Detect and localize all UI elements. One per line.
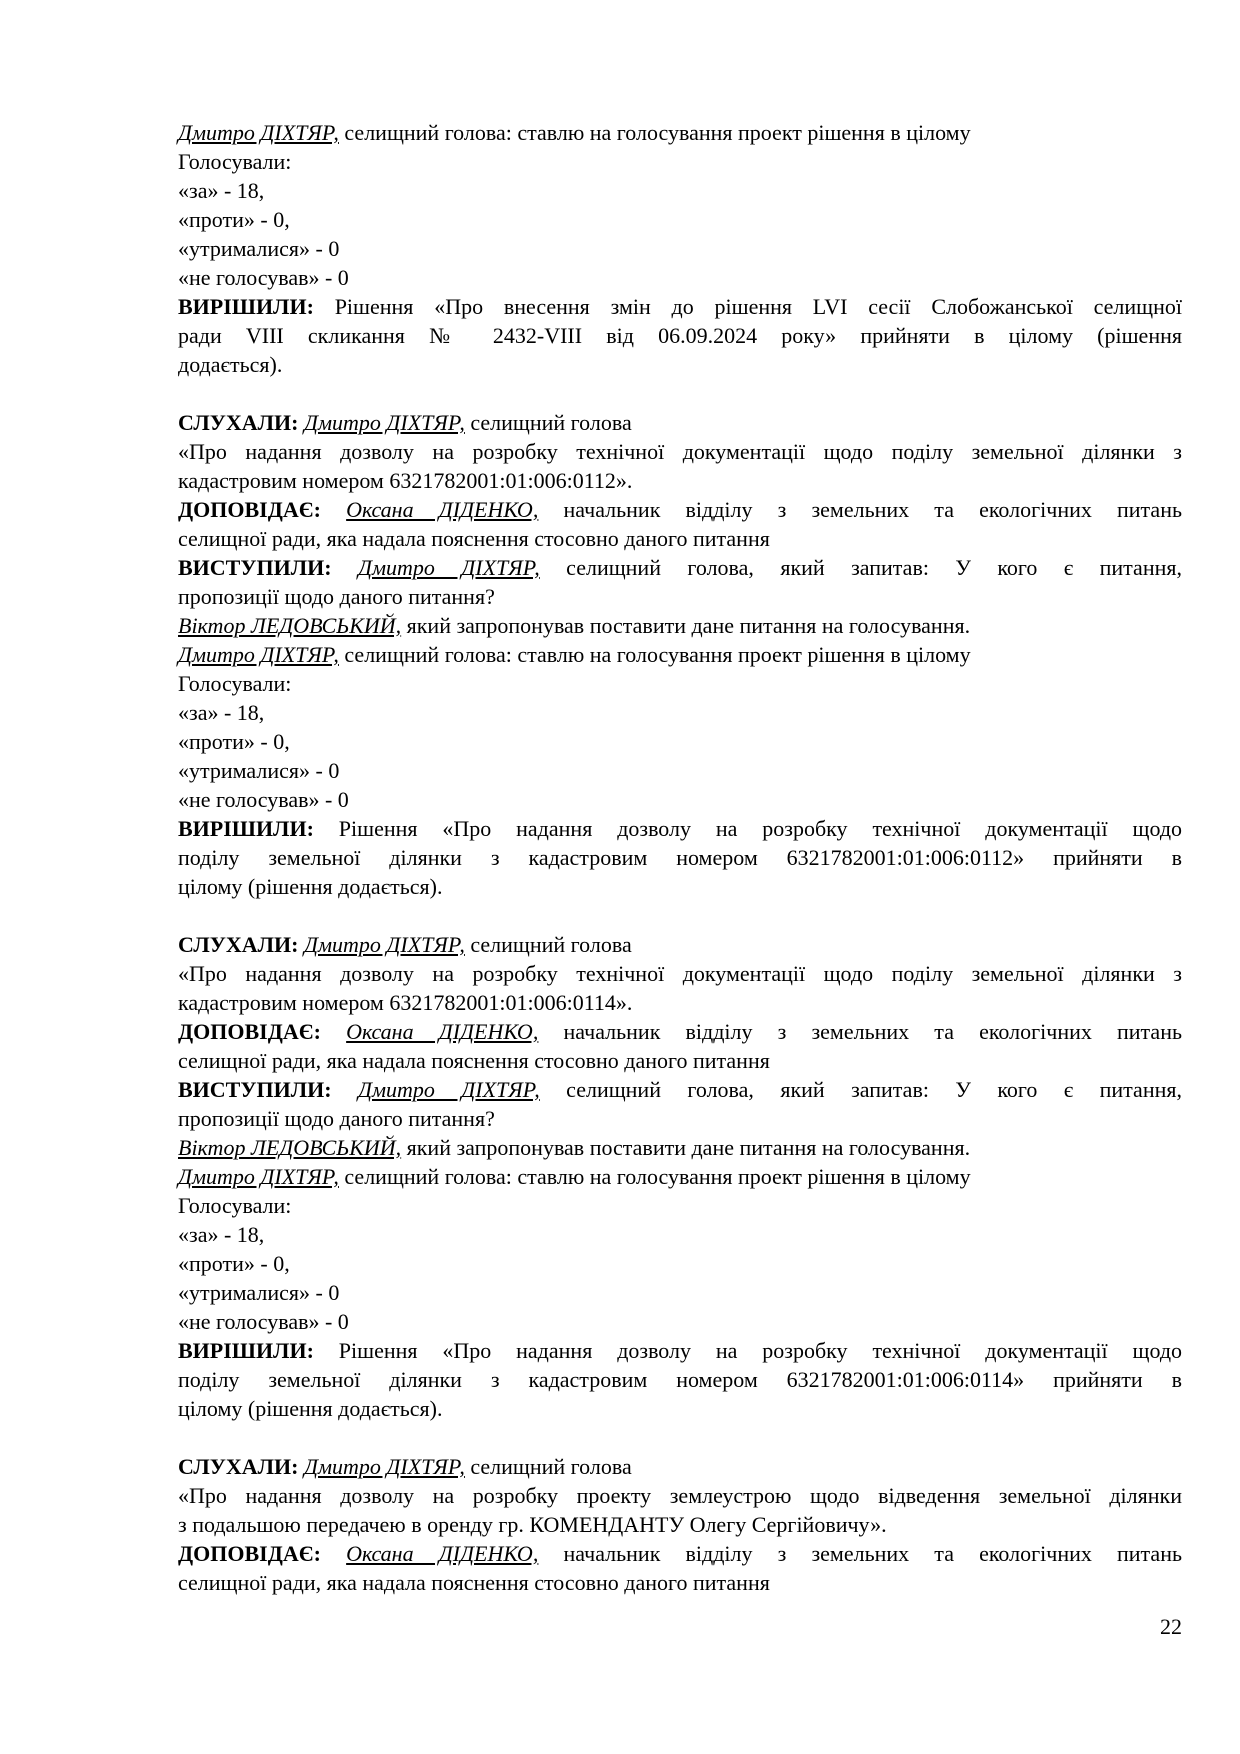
vote-abstained: «утрималися» - 0	[178, 236, 340, 261]
decision-text: Рішення «Про надання дозволу на розробку технічної документації щодо	[338, 816, 1183, 841]
head-title: селищний голова	[470, 932, 632, 957]
head-name: Дмитро ДІХТЯР,	[357, 1077, 540, 1102]
decided-label: ВИРІШИЛИ:	[178, 294, 314, 319]
reports-line	[178, 1539, 1182, 1568]
head-title: селищний голова	[470, 410, 632, 435]
spoke-line: пропозиції щодо даного питання?	[178, 1106, 495, 1131]
section-gap	[178, 901, 1182, 930]
vote-abstained: «утрималися» - 0	[178, 1280, 340, 1305]
vote-call-line	[178, 1162, 1182, 1191]
proposer-line	[178, 1133, 1182, 1162]
spoke-label: ВИСТУПИЛИ:	[178, 1077, 332, 1102]
decision-text: Рішення «Про внесення змін до рішення LVI сесії Слобожанської селищної	[334, 294, 1183, 319]
voted-label: Голосували:	[178, 671, 292, 696]
vote-for: «за» - 18,	[178, 1222, 265, 1247]
reports-line: селищної ради, яка надала пояснення стосовно даного питання	[178, 1570, 770, 1595]
reports-line	[178, 1017, 1182, 1046]
vote-call-text: селищний голова: ставлю на голосування проект рішення в цілому	[344, 1164, 971, 1189]
spoke-line	[178, 553, 1182, 582]
topic-line: «Про надання дозволу на розробку технічної документації щодо поділу земельної ділянки з	[178, 961, 1182, 986]
reports-line: селищної ради, яка надала пояснення стосовно даного питання	[178, 1048, 770, 1073]
decision-line	[178, 292, 1182, 321]
heard-line	[178, 408, 1182, 437]
reporter-role: начальник відділу з земельних та екологічних питань	[563, 1019, 1183, 1044]
spoke-line	[178, 1075, 1182, 1104]
heard-label: СЛУХАЛИ:	[178, 1454, 299, 1479]
head-name: Дмитро ДІХТЯР,	[178, 120, 339, 145]
reporter-role: начальник відділу з земельних та екологічних питань	[563, 497, 1183, 522]
vote-for: «за» - 18,	[178, 700, 265, 725]
voted-label: Голосували:	[178, 149, 292, 174]
reports-line	[178, 495, 1182, 524]
reporter-name: Оксана ДІДЕНКО,	[346, 1019, 539, 1044]
spoke-text: селищний голова, який запитав: У кого є питання,	[566, 1077, 1182, 1102]
decision-line: цілому (рішення додається).	[178, 1396, 443, 1421]
head-name: Дмитро ДІХТЯР,	[303, 932, 465, 957]
head-name: Дмитро ДІХТЯР,	[303, 1454, 465, 1479]
reporter-name: Оксана ДІДЕНКО,	[346, 1541, 539, 1566]
topic-line: кадастровим номером 6321782001:01:006:0114».	[178, 990, 633, 1015]
heard-label: СЛУХАЛИ:	[178, 932, 299, 957]
vote-call-line	[178, 640, 1182, 669]
decision-line: додається).	[178, 352, 283, 377]
spoke-text: селищний голова, який запитав: У кого є питання,	[566, 555, 1182, 580]
reports-label: ДОПОВІДАЄ:	[178, 1541, 321, 1566]
head-name: Дмитро ДІХТЯР,	[303, 410, 465, 435]
topic-line: з подальшою передачею в оренду гр. КОМЕНДАНТУ Олегу Сергійовичу».	[178, 1512, 887, 1537]
heard-label: СЛУХАЛИ:	[178, 410, 299, 435]
reporter-role: начальник відділу з земельних та екологічних питань	[563, 1541, 1183, 1566]
vote-against: «проти» - 0,	[178, 1251, 290, 1276]
decision-line: ради VIII скликання № 2432-VIII від 06.09.2024 року» прийняти в цілому (рішення	[178, 323, 1182, 348]
decision-text: Рішення «Про надання дозволу на розробку технічної документації щодо	[338, 1338, 1183, 1363]
proposer-text: який запропонував поставити дане питання на голосування.	[406, 1135, 971, 1160]
reports-label: ДОПОВІДАЄ:	[178, 1019, 321, 1044]
head-title: селищний голова	[470, 1454, 632, 1479]
topic-line: «Про надання дозволу на розробку технічної документації щодо поділу земельної ділянки з	[178, 439, 1182, 464]
topic-line: кадастровим номером 6321782001:01:006:0112».	[178, 468, 633, 493]
section-gap	[178, 379, 1182, 408]
head-name: Дмитро ДІХТЯР,	[178, 1164, 339, 1189]
voted-label: Голосували:	[178, 1193, 292, 1218]
reports-line: селищної ради, яка надала пояснення стосовно даного питання	[178, 526, 770, 551]
decision-line: поділу земельної ділянки з кадастровим номером 6321782001:01:006:0112» прийняти в	[178, 845, 1182, 870]
decision-line	[178, 1336, 1182, 1365]
heard-line	[178, 1452, 1182, 1481]
spoke-line: пропозиції щодо даного питання?	[178, 584, 495, 609]
vote-call-line	[178, 118, 1182, 147]
proposer-name: Віктор ЛЕДОВСЬКИЙ,	[178, 1135, 402, 1160]
vote-call-text: селищний голова: ставлю на голосування проект рішення в цілому	[344, 120, 971, 145]
heard-line	[178, 930, 1182, 959]
decision-line	[178, 814, 1182, 843]
decided-label: ВИРІШИЛИ:	[178, 1338, 314, 1363]
decided-label: ВИРІШИЛИ:	[178, 816, 314, 841]
proposer-line	[178, 611, 1182, 640]
document-page	[178, 118, 1182, 1597]
vote-not-voted: «не голосував» - 0	[178, 1309, 349, 1334]
reporter-name: Оксана ДІДЕНКО,	[346, 497, 539, 522]
proposer-text: який запропонував поставити дане питання на голосування.	[406, 613, 971, 638]
vote-not-voted: «не голосував» - 0	[178, 787, 349, 812]
decision-line: поділу земельної ділянки з кадастровим номером 6321782001:01:006:0114» прийняти в	[178, 1367, 1182, 1392]
vote-call-text: селищний голова: ставлю на голосування проект рішення в цілому	[344, 642, 971, 667]
reports-label: ДОПОВІДАЄ:	[178, 497, 321, 522]
head-name: Дмитро ДІХТЯР,	[357, 555, 540, 580]
page-number: 22	[1160, 1614, 1182, 1639]
vote-not-voted: «не голосував» - 0	[178, 265, 349, 290]
topic-line: «Про надання дозволу на розробку проекту землеустрою щодо відведення земельної ділянки	[178, 1483, 1182, 1508]
vote-abstained: «утрималися» - 0	[178, 758, 340, 783]
spoke-label: ВИСТУПИЛИ:	[178, 555, 332, 580]
head-name: Дмитро ДІХТЯР,	[178, 642, 339, 667]
section-gap	[178, 1423, 1182, 1452]
proposer-name: Віктор ЛЕДОВСЬКИЙ,	[178, 613, 402, 638]
vote-against: «проти» - 0,	[178, 729, 290, 754]
vote-for: «за» - 18,	[178, 178, 265, 203]
vote-against: «проти» - 0,	[178, 207, 290, 232]
decision-line: цілому (рішення додається).	[178, 874, 443, 899]
